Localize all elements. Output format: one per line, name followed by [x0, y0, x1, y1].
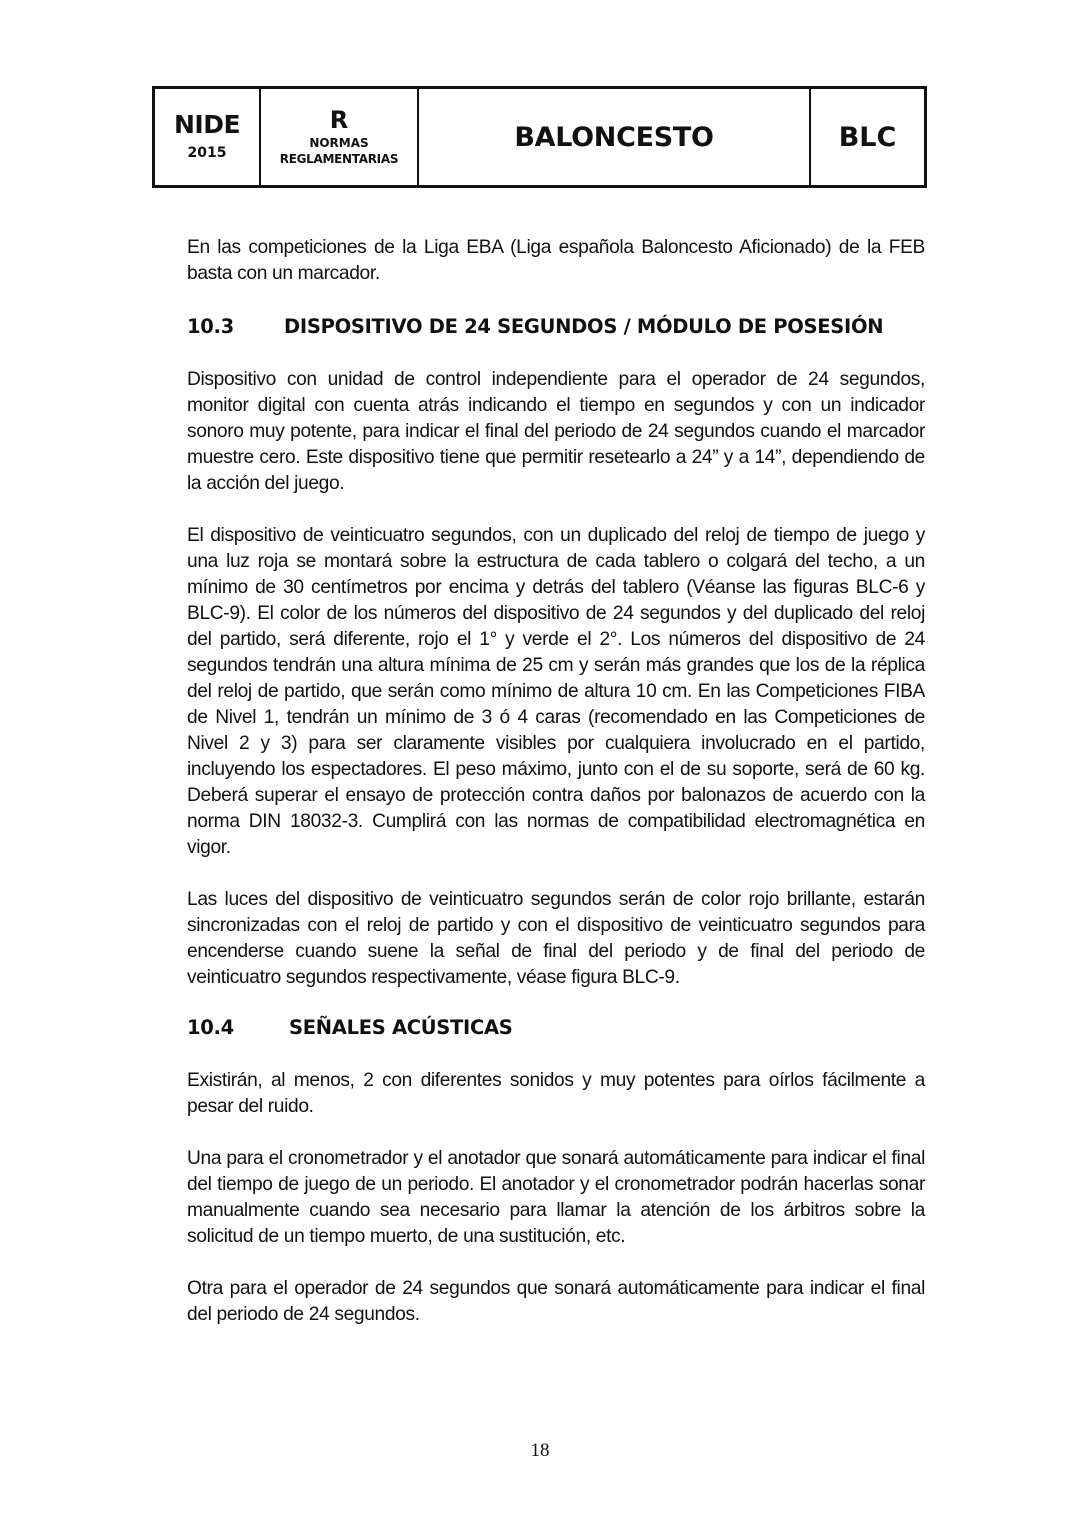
nide-year: 2015 — [187, 145, 227, 161]
paragraph: El dispositivo de veinticuatro segundos, con un duplicado del reloj de tiempo de juego y una luz roja se montará sobre la estructura de cada tablero o colgará del techo, a un mínimo de 30 centímetros por encima y detrás del tablero (Véanse las figuras BLC-6 y BLC-9). El color de los números del dispositivo de 24 segundos y del duplicado del reloj del partido, será diferente, rojo el 1° y verde el 2°. Los números del dispositivo de 24 segundos tendrán una altura mínima de 25 cm y serán más grandes que los de la réplica del reloj de partido, que serán como mínimo de altura 10 cm. En las Competiciones FIBA de Nivel 1, tendrán un mínimo de 3 ó 4 caras (recomendado en las Competiciones de Nivel 2 y 3) para ser claramente visibles por cualquiera involucrado en el partido, incluyendo los espectadores. El peso máximo, junto con el de su soporte, será de 60 kg. Deberá superar el ensayo de protección contra daños por balonazos de acuerdo con la norma DIN 18032-3. Cumplirá con las normas de compatibilidad electromagnética en vigor. — [187, 525, 925, 858]
section-heading-10-4 — [187, 1015, 925, 1041]
document-body — [187, 235, 925, 1328]
paragraph: Existirán, al menos, 2 con diferentes sonidos y muy potentes para oírlos fácilmente a pesar del ruido. — [187, 1070, 925, 1117]
r-label: R — [329, 106, 349, 134]
document-code: BLC — [838, 121, 897, 153]
document-title: BALONCESTO — [514, 121, 714, 153]
paragraph: Las luces del dispositivo de veinticuatro segundos serán de color rojo brillante, estarán sincronizadas con el reloj de partido y con el dispositivo de veinticuatro segundos para encenderse cuando suene la señal de final del periodo y de final del periodo de veinticuatro segundos respectivamente, véase figura BLC-9. — [187, 889, 925, 988]
paragraph: Otra para el operador de 24 segundos que sonará automáticamente para indicar el final del periodo de 24 segundos. — [187, 1278, 925, 1325]
section-number: 10.4 — [187, 1016, 234, 1039]
normas-label: NORMAS — [309, 136, 369, 150]
header-nide-cell — [155, 89, 259, 185]
header-code-cell — [809, 89, 924, 185]
paragraph: Dispositivo con unidad de control independiente para el operador de 24 segundos, monitor digital con cuenta atrás indicando el tiempo en segundos y con un indicador sonoro muy potente, para indicar el final del periodo de 24 segundos cuando el marcador muestre cero. Este dispositivo tiene que permitir resetearlo a 24” y a 14”, dependiendo de la acción del juego. — [187, 369, 925, 494]
reglamentarias-label: REGLAMENTARIAS — [279, 152, 399, 166]
header-title-cell — [417, 89, 809, 185]
section-title: SEÑALES ACÚSTICAS — [289, 1016, 513, 1039]
section-title: DISPOSITIVO DE 24 SEGUNDOS / MÓDULO DE POSESIÓN — [284, 315, 884, 338]
intro-paragraph: En las competiciones de la Liga EBA (Liga española Baloncesto Aficionado) de la FEB basta con un marcador. — [187, 237, 925, 284]
document-header-table — [152, 86, 927, 188]
header-normas-cell — [259, 89, 417, 185]
paragraph: Una para el cronometrador y el anotador que sonará automáticamente para indicar el final del tiempo de juego de un periodo. El anotador y el cronometrador podrán hacerlas sonar manualmente cuando sea necesario para llamar la atención de los árbitros sobre la solicitud de un tiempo muerto, de una sustitución, etc. — [187, 1148, 925, 1247]
section-heading-10-3 — [187, 314, 925, 340]
page-number: 18 — [530, 1440, 550, 1461]
nide-label: NIDE — [173, 110, 241, 139]
section-number: 10.3 — [187, 315, 234, 338]
